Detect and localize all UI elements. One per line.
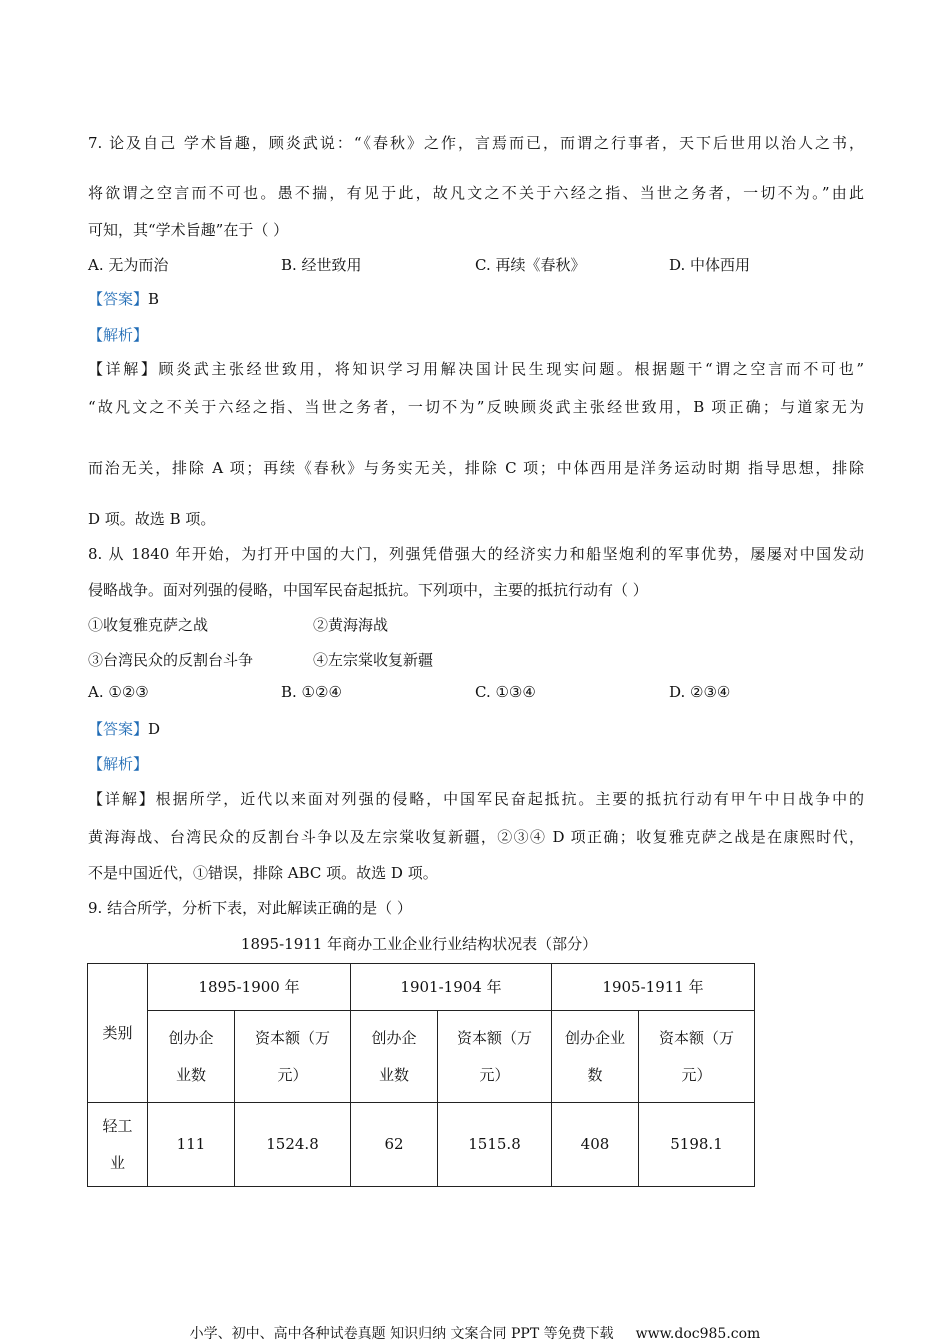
answer-value: B [148,290,160,308]
q7-option-d: D. 中体西用 [669,256,751,274]
answer-tag: 【答案】 [88,720,149,738]
table-row [88,1103,755,1187]
footer-url[interactable]: www.doc985.com [635,1326,761,1342]
q8-detail-line-1: 【详解】根据所学，近代以来面对列强的侵略，中国军民奋起抵抗。主要的抵抗行动有甲午中日战争中的 [88,790,864,808]
q8-item-1: ①收复雅克萨之战 [88,616,209,634]
q8-option-c: C. ①③④ [475,683,536,701]
q8-answer [88,718,160,739]
answer-tag: 【答案】 [88,290,149,308]
q7-stem-line-1: 7. 论及自己 学术旨趣，顾炎武说：“《春秋》之作，言焉而已，而谓之行事者，天下后世用以治人之书， [88,134,864,152]
q8-item-3: ③台湾民众的反割台斗争 [88,651,254,669]
table-cell: 62 [351,1103,438,1187]
footer-text: 小学、初中、高中各种试卷真题 知识归纳 文案合同 PPT 等免费下载 [189,1326,614,1342]
industry-structure-table [87,963,755,1187]
detail-tag: 【详解】 [88,360,159,378]
table-cell: 5198.1 [639,1103,755,1187]
q7-stem-line-3: 可知，其“学术旨趣”在于（ ） [88,221,289,239]
q7-option-c: C. 再续《春秋》 [475,256,586,274]
q7-detail-line-3: 而治无关，排除 A 项；再续《春秋》与务实无关，排除 C 项；中体西用是洋务运动时期 指导思想，排除 [88,459,864,477]
q7-detail-line-4: D 项。故选 B 项。 [88,510,216,528]
q8-option-b: B. ①②④ [281,683,342,701]
sub-header: 资本额（万 元） [639,1011,755,1103]
q7-stem-line-2: 将欲谓之空言而不可也。愚不揣，有见于此，故凡文之不关于六经之指、当世之务者，一切不为。”由此 [88,184,864,202]
q9-stem: 9. 结合所学，分析下表，对此解读正确的是（ ） [88,899,412,917]
q8-item-2: ②黄海海战 [313,616,389,634]
sub-header: 资本额（万 元） [235,1011,351,1103]
q8-stem-line-1: 8. 从 1840 年开始，为打开中国的大门，列强凭借强大的经济实力和船坚炮利的军事优势，屡屡对中国发动 [88,545,864,563]
q7-detail-line-1: 【详解】顾炎武主张经世致用，将知识学习用解决国计民生现实问题。根据题干“谓之空言而不可也” [88,360,864,378]
row-category: 轻工 业 [88,1103,148,1187]
category-header: 类别 [88,964,148,1103]
table-cell: 1524.8 [235,1103,351,1187]
q8-detail-line-3: 不是中国近代，①错误，排除 ABC 项。故选 D 项。 [88,864,438,882]
page-footer [0,1323,950,1343]
q7-detail-line-2: “故凡文之不关于六经之指、当世之务者，一切不为”反映顾炎武主张经世致用，B 项正确；与道家无为 [88,398,864,416]
period-header: 1895-1900 年 [148,964,351,1011]
sub-header: 创办企业 数 [552,1011,639,1103]
answer-value: D [148,720,161,738]
q8-option-a: A. ①②③ [88,683,149,701]
q8-stem-line-2: 侵略战争。面对列强的侵略，中国军民奋起抵抗。下列项中，主要的抵抗行动有（ ） [88,581,648,599]
q7-option-b: B. 经世致用 [281,256,362,274]
sub-header: 资本额（万 元） [438,1011,552,1103]
q8-option-d: D. ②③④ [669,683,731,701]
table-cell: 408 [552,1103,639,1187]
table-title: 1895-1911 年商办工业企业行业结构状况表（部分） [240,935,598,953]
q8-item-4: ④左宗棠收复新疆 [313,651,434,669]
detail-tag: 【详解】 [88,790,156,808]
q8-analysis-tag: 【解析】 [88,755,149,773]
q7-option-a: A. 无为而治 [88,256,169,274]
table-cell: 1515.8 [438,1103,552,1187]
period-header: 1905-1911 年 [552,964,755,1011]
table-cell: 111 [148,1103,235,1187]
sub-header: 创办企 业数 [148,1011,235,1103]
q8-detail-line-2: 黄海海战、台湾民众的反割台斗争以及左宗棠收复新疆，②③④ D 项正确；收复雅克萨之战是在康熙时代， [88,828,864,846]
q7-answer [88,288,159,309]
period-header: 1901-1904 年 [351,964,552,1011]
sub-header: 创办企 业数 [351,1011,438,1103]
q7-analysis-tag: 【解析】 [88,326,149,344]
